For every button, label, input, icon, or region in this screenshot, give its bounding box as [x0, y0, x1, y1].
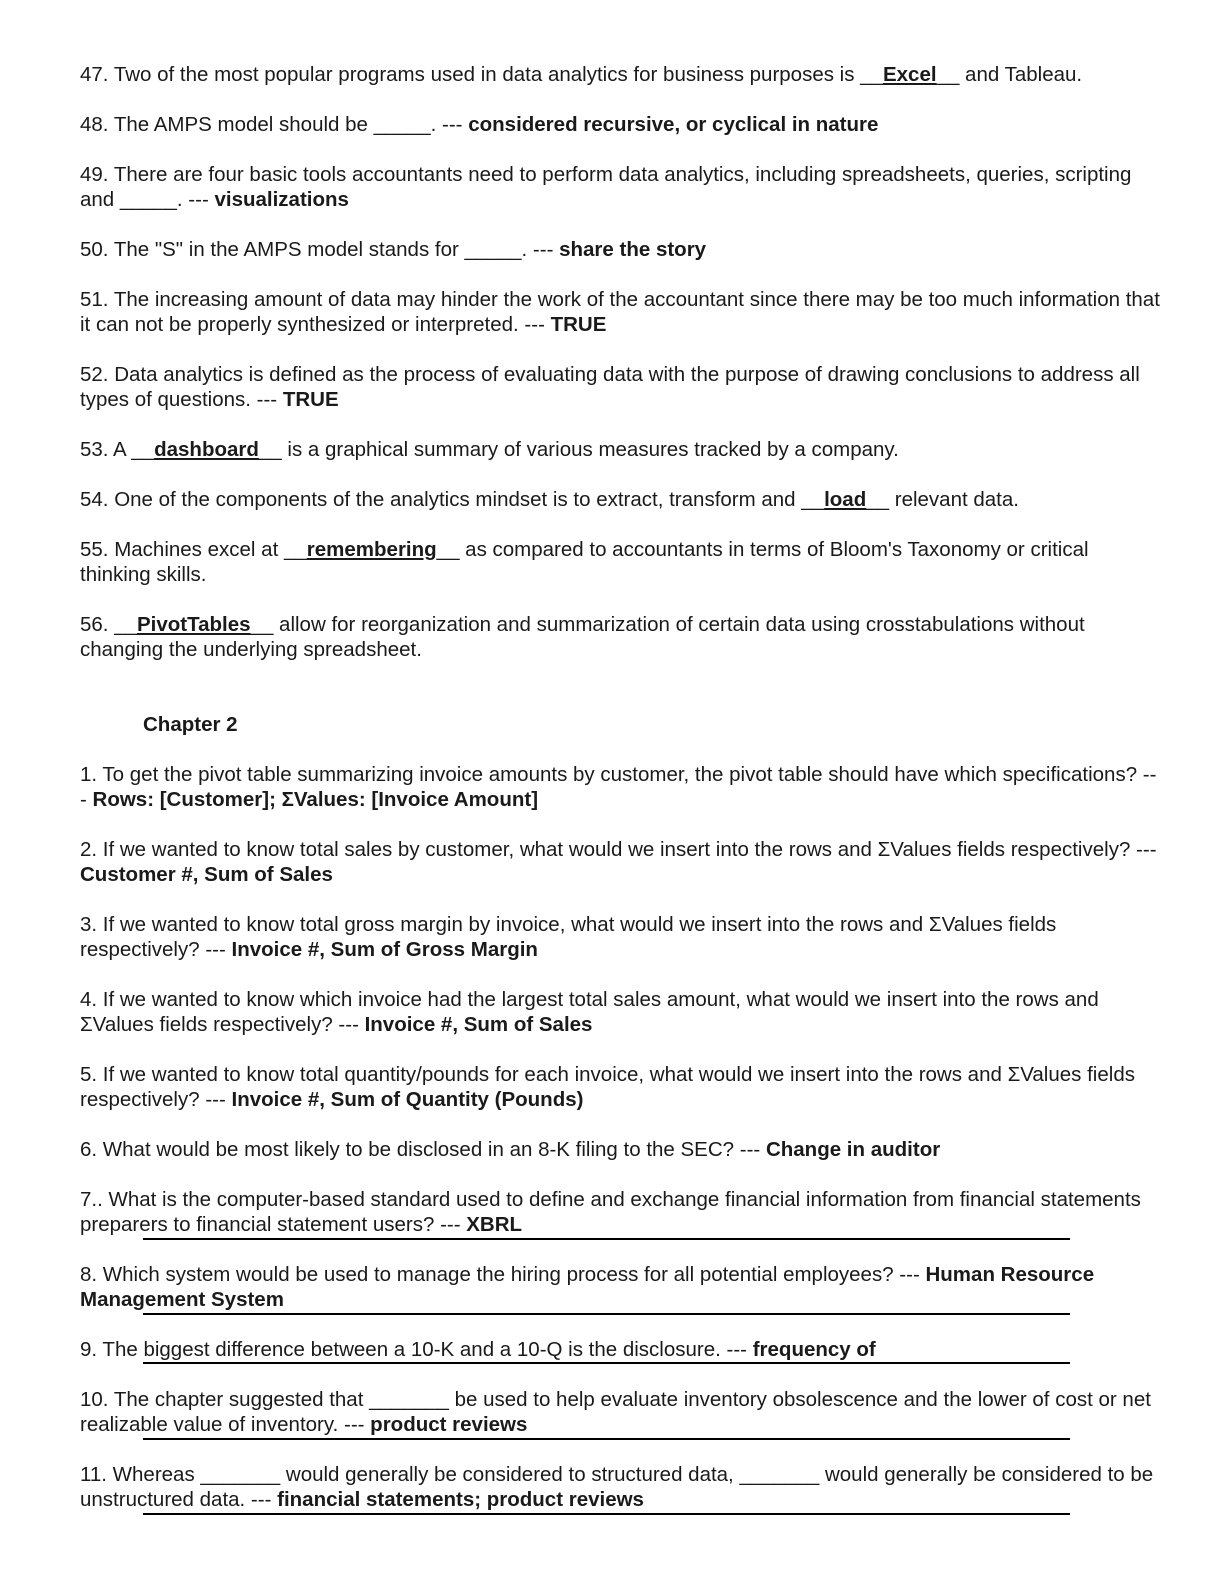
question-item: [80, 1137, 1160, 1162]
question-item: [80, 287, 1160, 337]
answer-text: dashboard: [154, 438, 259, 461]
question-item: [80, 1187, 1160, 1237]
question-text: 53. A __: [80, 438, 155, 461]
answer-text: TRUE: [550, 313, 607, 336]
question-text-after: __ as compared to accountants in terms of Bloom's Taxonomy or critical thinking skills.: [80, 538, 1089, 586]
question-text: 5. If we wanted to know total quantity/pounds for each invoice, what would we insert into the rows and ΣValues fields respectively? ---: [80, 1063, 1135, 1111]
question-text: 56. __: [80, 613, 137, 636]
answer-text: visualizations: [214, 188, 349, 211]
question-item: [80, 612, 1160, 662]
question-text: 9. The biggest difference between a 10-K and a 10-Q is the disclosure. ---: [80, 1338, 753, 1361]
answer-text: financial statements; product reviews: [277, 1488, 644, 1511]
answer-text: XBRL: [466, 1213, 523, 1236]
question-text: 3. If we wanted to know total gross margin by invoice, what would we insert into the rows and ΣValues fields respectively? ---: [80, 913, 1057, 961]
question-item: [80, 762, 1160, 812]
question-item: [80, 487, 1160, 512]
question-text: 55. Machines excel at __: [80, 538, 307, 561]
chapter-1-questions: [80, 62, 1160, 662]
question-item: [80, 1462, 1160, 1512]
chapter-2-questions: [80, 762, 1160, 1512]
answer-text: remembering: [306, 538, 437, 561]
question-item: [80, 437, 1160, 462]
question-text: 8. Which system would be used to manage the hiring process for all potential employees? ---: [80, 1263, 926, 1286]
answer-text: product reviews: [370, 1413, 528, 1436]
answer-text: share the story: [559, 238, 707, 261]
question-item: [80, 537, 1160, 587]
question-item: [80, 62, 1160, 87]
underline-rule: [143, 1238, 1070, 1240]
question-text-after: __ is a graphical summary of various measures tracked by a company.: [258, 438, 899, 461]
answer-text: Customer #, Sum of Sales: [80, 863, 333, 886]
answer-text: frequency of: [752, 1338, 876, 1361]
answer-text: considered recursive, or cyclical in nature: [468, 113, 879, 136]
question-item: [80, 1337, 1160, 1362]
question-text: 1. To get the pivot table summarizing invoice amounts by customer, the pivot table should have which specifications? ---: [80, 763, 1157, 811]
answer-text: Rows: [Customer]; ΣValues: [Invoice Amount]: [92, 788, 539, 811]
question-text: 52. Data analytics is defined as the process of evaluating data with the purpose of drawing conclusions to address all types of questions. ---: [80, 363, 1140, 411]
answer-text: Excel: [882, 63, 937, 86]
question-text-after: __ relevant data.: [866, 488, 1019, 511]
question-text: 11. Whereas _______ would generally be considered to structured data, _______ would generally be considered to be unstructured data. ---: [80, 1463, 1154, 1511]
answer-text: Change in auditor: [765, 1138, 941, 1161]
question-text: 51. The increasing amount of data may hinder the work of the accountant since there may be too much information that it can not be properly synthesized or interpreted. ---: [80, 288, 1160, 336]
question-item: [80, 1387, 1160, 1437]
answer-text: Human Resource Management System: [80, 1263, 1095, 1311]
answer-text: Invoice #, Sum of Sales: [364, 1013, 593, 1036]
question-text: 49. There are four basic tools accountants need to perform data analytics, including spreadsheets, queries, scripting and _____. ---: [80, 163, 1132, 211]
question-text: 50. The "S" in the AMPS model stands for _____. ---: [80, 238, 560, 261]
question-item: [80, 1062, 1160, 1112]
answer-text: TRUE: [282, 388, 339, 411]
underline-rule: [143, 1313, 1070, 1315]
question-text: 4. If we wanted to know which invoice had the largest total sales amount, what would we insert into the rows and ΣValues fields respectively? ---: [80, 988, 1099, 1036]
chapter-heading: Chapter 2: [143, 713, 238, 736]
question-item: [80, 362, 1160, 412]
question-text: 54. One of the components of the analytics mindset is to extract, transform and __: [80, 488, 825, 511]
question-text: 6. What would be most likely to be disclosed in an 8-K filing to the SEC? ---: [80, 1138, 766, 1161]
answer-text: load: [824, 488, 867, 511]
question-item: [80, 837, 1160, 887]
question-item: [80, 912, 1160, 962]
underline-rule: [143, 1438, 1070, 1440]
question-item: [80, 112, 1160, 137]
question-text: 2. If we wanted to know total sales by customer, what would we insert into the rows and ΣValues fields respectively? ---: [80, 838, 1157, 861]
question-text: 48. The AMPS model should be _____. ---: [80, 113, 469, 136]
question-item: [80, 987, 1160, 1037]
underline-rule: [143, 1513, 1070, 1515]
document-page: [80, 62, 1160, 1537]
question-item: [80, 237, 1160, 262]
question-text: 10. The chapter suggested that _______ be used to help evaluate inventory obsolescence and the lower of cost or net realizable value of inventory. ---: [80, 1388, 1151, 1436]
answer-text: Invoice #, Sum of Quantity (Pounds): [231, 1088, 584, 1111]
answer-text: Invoice #, Sum of Gross Margin: [231, 938, 538, 961]
question-item: [80, 162, 1160, 212]
question-text: 7.. What is the computer-based standard used to define and exchange financial information from financial statements preparers to financial statement users? ---: [80, 1188, 1141, 1236]
question-text-after: __ allow for reorganization and summarization of certain data using crosstabulations without changing the underlying spreadsheet.: [80, 613, 1085, 661]
question-text-after: __ and Tableau.: [936, 63, 1083, 86]
underline-rule: [143, 1362, 1070, 1364]
question-text: 47. Two of the most popular programs used in data analytics for business purposes is __: [80, 63, 883, 86]
question-item: [80, 1262, 1160, 1312]
answer-text: PivotTables: [137, 613, 251, 636]
